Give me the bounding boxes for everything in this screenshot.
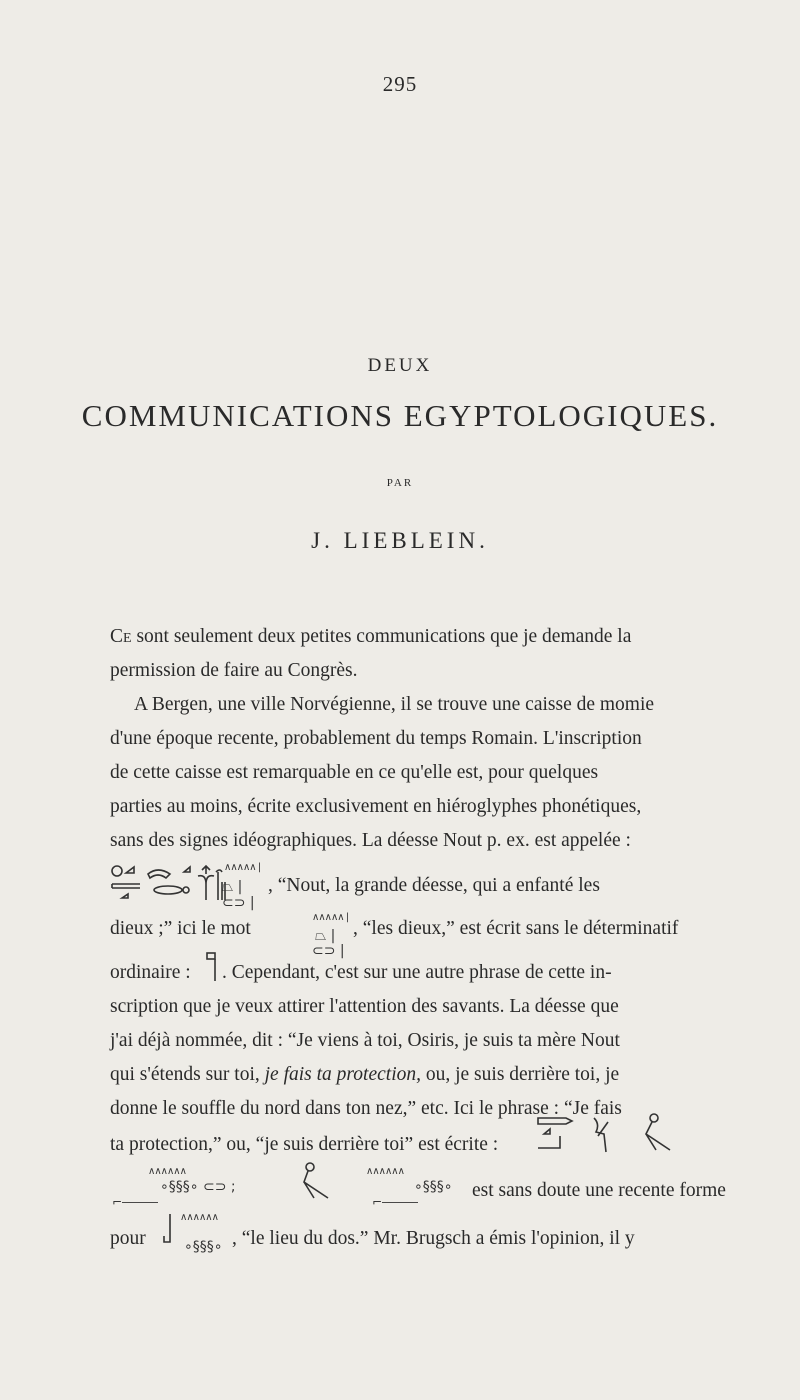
- paragraph-line: ordinaire :: [110, 962, 191, 983]
- hieroglyph-nout-icon: [110, 864, 290, 904]
- paragraph-line: est sans doute une recente forme: [472, 1180, 726, 1201]
- paragraph-line: de cette caisse est remarquable en ce qu'elle est, pour quelques: [110, 762, 599, 783]
- title-line-1: DEUX: [367, 355, 433, 376]
- hieroglyph-mouth-icon: ⊂⊃ |: [222, 895, 255, 911]
- paragraph-line: parties au moins, écrite exclusivement en hiéroglyphes phonétiques,: [110, 796, 642, 817]
- paragraph-line: ta protection,” ou, “je suis derrière toi” est écrite :: [110, 1134, 499, 1155]
- paragraph-line: A Bergen, une ville Norvégienne, il se trouve une caisse de momie: [134, 694, 655, 715]
- hieroglyph-line-icon: ⌐―――: [112, 1195, 159, 1209]
- paragraph-line: d'une époque recente, probablement du temps Romain. L'inscription: [110, 728, 642, 749]
- paragraph-line: dieux ;” ici le mot: [110, 918, 251, 939]
- paragraph-line: sans des signes idéographiques. La déesse Nout p. ex. est appelée :: [110, 830, 631, 851]
- water-sign-icon: ∧∧∧∧∧∧: [180, 1212, 218, 1223]
- water-sign-icon: ∧∧∧∧∧∧: [148, 1166, 186, 1177]
- page-title: COMMUNICATIONS EGYPTOLOGIQUES.: [81, 398, 719, 433]
- water-sign-icon: ∧∧∧∧∧∧: [366, 1166, 404, 1177]
- author: J. LIEBLEIN.: [311, 528, 489, 553]
- paragraph-line: , “les dieux,” est écrit sans le déterminatif: [353, 918, 679, 939]
- paragraph-line: . Cependant, c'est sur une autre phrase de cette in-: [222, 962, 612, 983]
- hieroglyph-line-icon: ⌐―――: [372, 1195, 419, 1209]
- paragraph-line: Ce sont seulement deux petites communications que je demande la: [110, 626, 632, 647]
- paragraph-line: qui s'étends sur toi, je fais ta protection, ou, je suis derrière toi, je: [110, 1064, 620, 1085]
- hieroglyph-determinative-icon: [203, 951, 221, 986]
- hieroglyph-figure-icon: [298, 1162, 338, 1205]
- paragraph-line: , “Nout, la grande déesse, qui a enfanté les: [268, 875, 600, 896]
- page-number: 295: [382, 72, 418, 96]
- paragraph-line: scription que je veux attirer l'attention des savants. La déesse que: [110, 996, 619, 1017]
- hieroglyph-protection-icon: [534, 1112, 714, 1159]
- paragraph-line: j'ai déjà nommée, dit : “Je viens à toi, Osiris, je suis ta mère Nout: [110, 1030, 620, 1051]
- hieroglyph-rope-icon: ∘§§§∘: [414, 1179, 453, 1195]
- hieroglyph-rope-icon: ∘§§§∘ ⊂⊃ ;: [160, 1179, 236, 1195]
- paragraph-line: donne le souffle du nord dans ton nez,” etc. Ici le phrase : “Je fais: [110, 1098, 622, 1119]
- water-sign-icon: ∧∧∧∧∧ |: [224, 862, 261, 873]
- paragraph-line: permission de faire au Congrès.: [110, 660, 358, 681]
- paragraph-line: , “le lieu du dos.” Mr. Brugsch a émis l'opinion, il y: [232, 1228, 635, 1249]
- hieroglyph-mouth-icon: ⊂⊃ |: [312, 943, 345, 959]
- hieroglyph-rope-icon: ∘§§§∘: [184, 1239, 223, 1255]
- hieroglyph-hook-icon: [160, 1212, 176, 1251]
- hieroglyph-gods-icon: ⏢ |: [315, 928, 336, 944]
- hieroglyph-bread-icon: ⏢ |: [222, 879, 243, 895]
- paragraph-line: pour: [110, 1228, 146, 1249]
- water-sign-icon: ∧∧∧∧∧ |: [312, 912, 349, 923]
- byline: PAR: [386, 477, 414, 489]
